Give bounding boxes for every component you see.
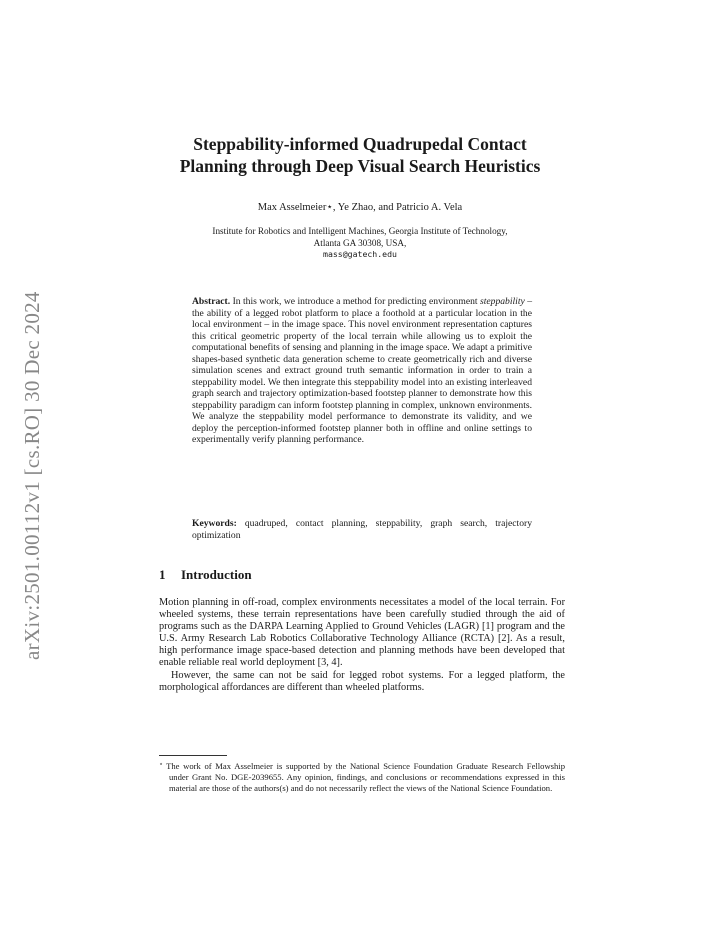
affiliation-line-2: Atlanta GA 30308, USA, <box>313 237 407 248</box>
affiliation <box>150 226 570 261</box>
paper-title <box>140 133 580 177</box>
paragraph: Motion planning in off-road, complex environments necessitates a model of the local terrain. For wheeled systems, these terrain representations have been carefully studied through the aid of programs such as the DARPA Learning Applied to Ground Vehicles (LAGR) [1] program and the U.S. Army Research Lab Robotics Collaborative Technology Alliance (RCTA) [2]. As a result, high performance image space-based detection and planning methods have been developed that enable reliable real world deployment [3, 4]. <box>159 597 565 669</box>
keywords <box>192 518 532 541</box>
keywords-text: quadruped, contact planning, steppability, graph search, trajectory optimization <box>192 518 532 541</box>
abstract-text-start: In this work, we introduce a method for predicting environment <box>232 296 478 307</box>
abstract-text-rest: – the ability of a legged robot platform to place a foothold at a particular location in the local environment – in the image space. This novel environment representation captures this critical geometric property of the local terrain while allowing us to exploit the computational benefits of sensing and planning in the image space. We adapt a primitive shapes-based synthetic data generation scheme to create geometrically rich and diverse simulation scenes and extract ground truth semantic information in order to train a steppability model. We then integrate this steppability model into an existing interleaved graph search and trajectory optimization-based footstep planner to demonstrate how this steppability paradigm can inform footstep planning in complex, unknown environments. We analyze the steppability model performance to demonstrate its validity, and we deploy the perception-informed footstep planner both in offline and online settings to experimentally verify planning performance. <box>192 296 533 445</box>
arxiv-identifier-stamp: arXiv:2501.00112v1 [cs.RO] 30 Dec 2024 <box>20 291 44 660</box>
section-heading-introduction <box>159 567 252 583</box>
affiliation-line-1: Institute for Robotics and Intelligent Machines, Georgia Institute of Technology, <box>212 226 508 236</box>
section-title: Introduction <box>181 567 252 582</box>
author-email[interactable]: mass@gatech.edu <box>323 249 397 259</box>
abstract-label: Abstract. <box>192 296 231 307</box>
section-number: 1 <box>159 567 166 582</box>
author-list: Max Asselmeier⋆, Ye Zhao, and Patricio A. Vela <box>257 202 463 213</box>
abstract <box>192 296 532 446</box>
footnote <box>159 760 565 793</box>
abstract-emphasis: steppability <box>480 296 525 307</box>
title-line-2: Planning through Deep Visual Search Heuristics <box>179 156 541 176</box>
keywords-label: Keywords: <box>192 518 237 529</box>
footnote-divider <box>159 755 227 756</box>
footnote-mark: ⋆ <box>159 761 164 768</box>
footnote-text: The work of Max Asselmeier is supported by the National Science Foundation Graduate Research Fellowship under Grant No. DGE-2039655. Any opinion, findings, and conclusions or recommendations expressed in this material are those of the authors(s) and do not necessarily reflect the views of the National Science Foundation. <box>166 761 565 793</box>
introduction-body <box>159 597 565 694</box>
title-line-1: Steppability-informed Quadrupedal Contact <box>193 134 527 154</box>
paragraph: However, the same can not be said for legged robot systems. For a legged platform, the morphological affordances are different than wheeled platforms. <box>159 669 565 693</box>
